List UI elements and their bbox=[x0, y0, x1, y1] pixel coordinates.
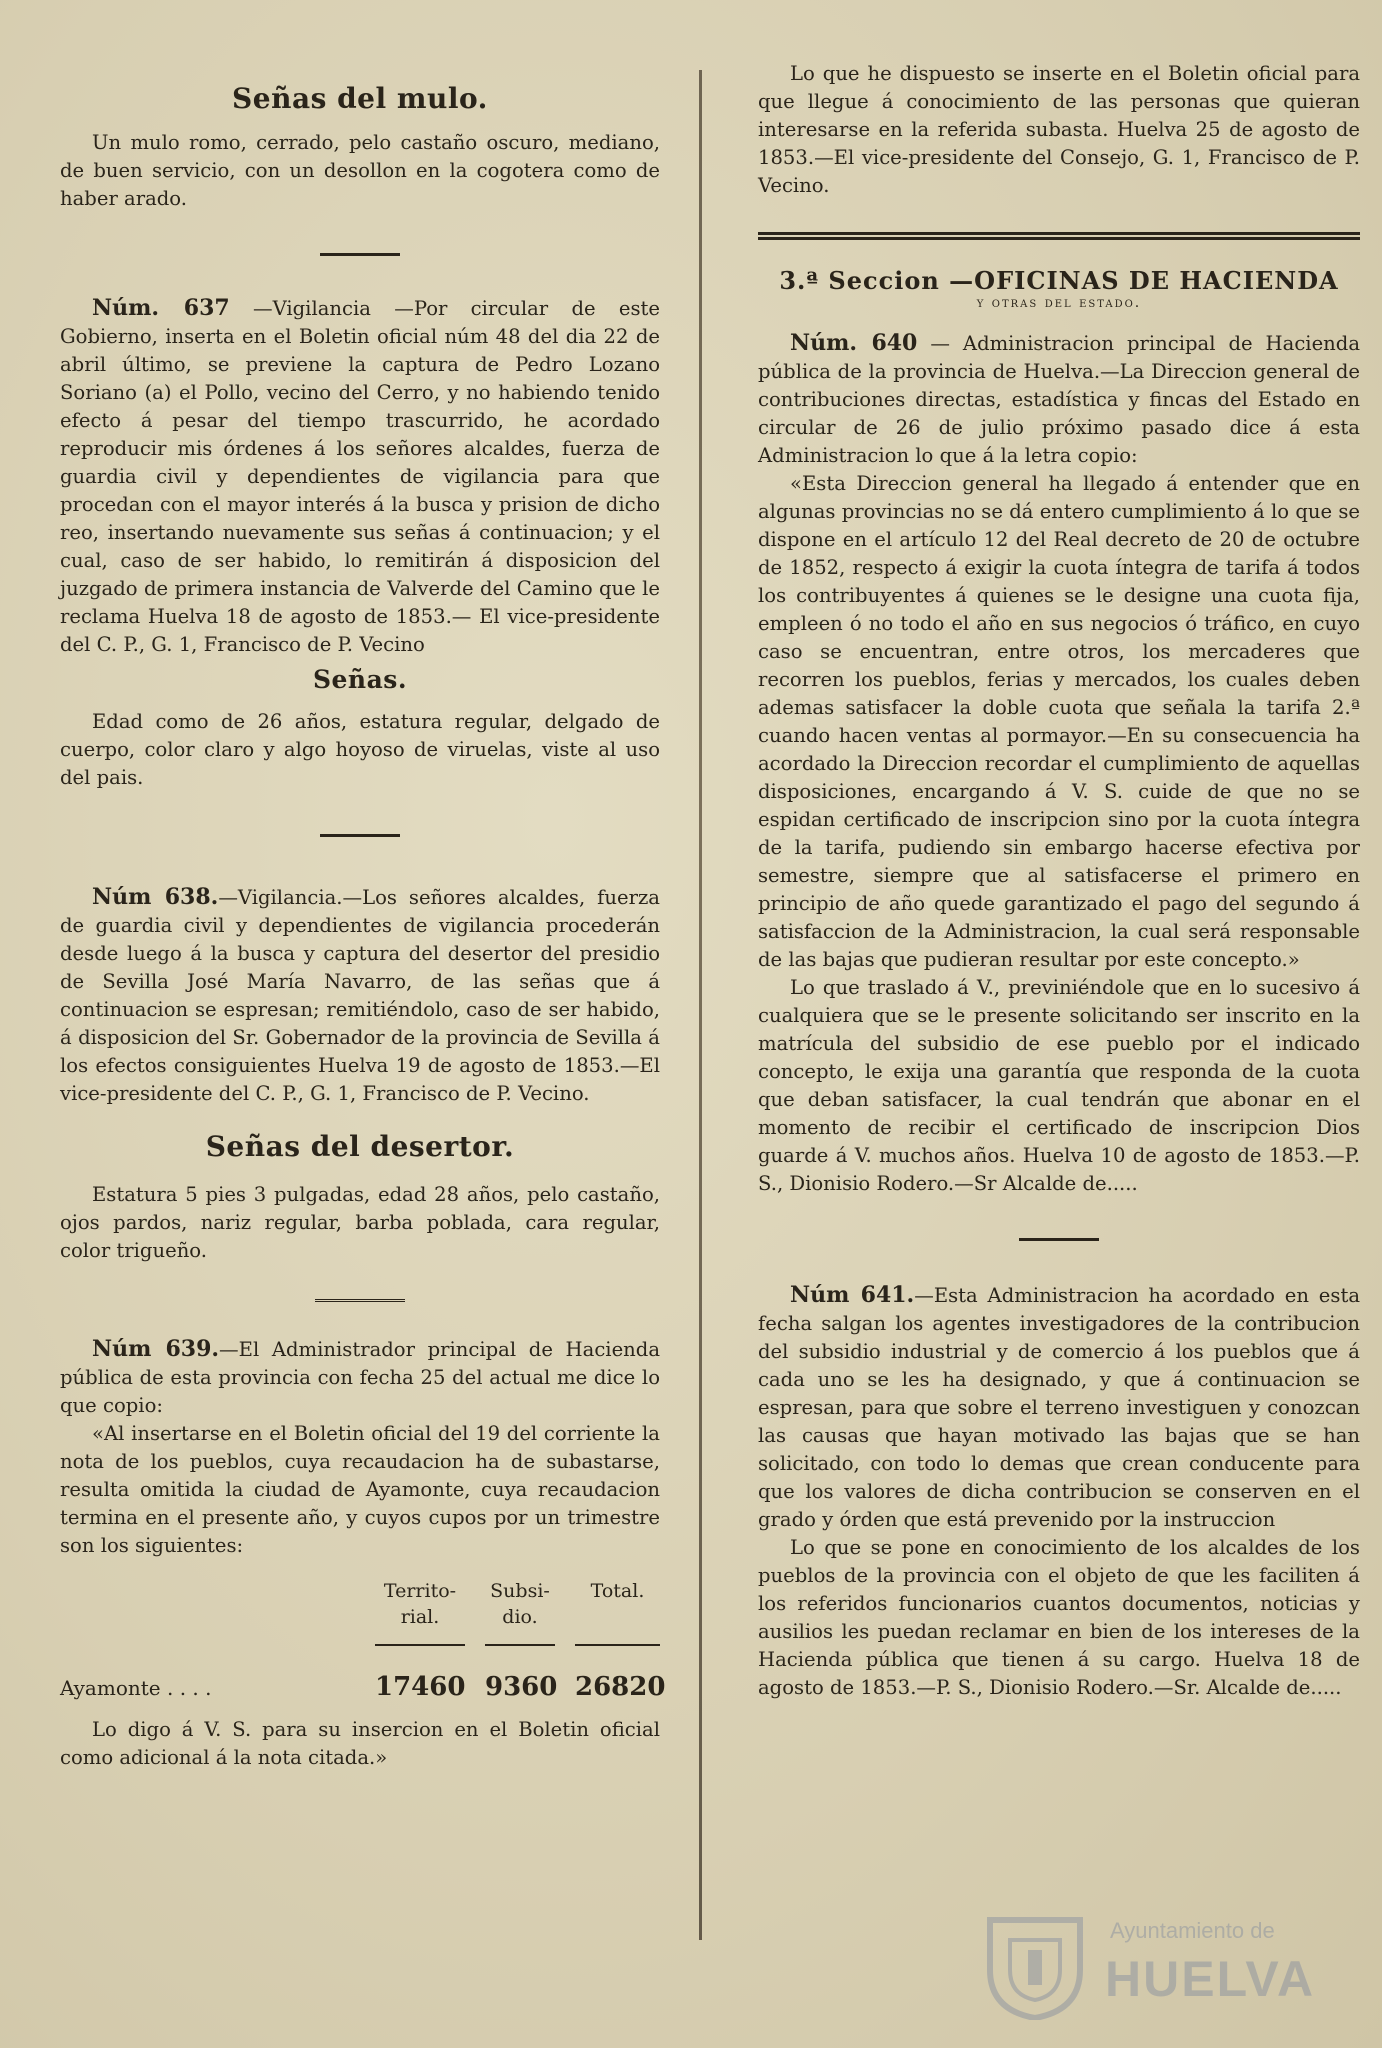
desertor-heading: Señas del desertor. bbox=[205, 1130, 515, 1163]
col-territorial: Territo-rial. bbox=[375, 1578, 465, 1646]
right-column bbox=[758, 60, 1360, 1702]
notice-640 bbox=[758, 329, 1360, 470]
separator bbox=[315, 1299, 405, 1305]
ayuntamiento-watermark bbox=[980, 1900, 1316, 2020]
table-header bbox=[60, 1578, 660, 1646]
col-total: Total. bbox=[575, 1578, 660, 1646]
notice-number: Núm 638. bbox=[92, 884, 219, 910]
notice-640-quote: «Esta Direccion general ha llegado á entender que en algunas provincias no se dá entero cumplimiento á lo que se dispone en el artículo 12 del Real decreto de 20 de octubre de 1852, respecto á exigir la cuota íntegra de tarifa á todos los contribuyentes á quienes se le designe una cuota fija, empleen ó no todo el año en sus negocios ó tráfico, en cuyo caso se encuentran, entre otros, los mercaderes que recorren los pueblos, ferias y mercados, los cuales deben ademas satisfacer la doble cuota que señala la tarifa 2.ª cuando hacen ventas al pormayor.—En su consecuencia ha acordado la Direccion recordar el cumplimiento de aquellas disposiciones, encargando á V. S. cuide de que no se espidan certificado de inscripcion sino por la cuota íntegra de la tarifa, pudiendo sin embargo hacerse efectiva por semestre, siempre que al satisfacerse el primero en principio de año quede garantizado el pago del segundo á satisfaccion de la Administracion, la cual será responsable de las bajas que pudieran resultar por este concepto.» bbox=[758, 472, 1360, 971]
separator bbox=[1019, 1238, 1099, 1241]
cupos-table bbox=[60, 1578, 666, 1702]
desertor-text: Estatura 5 pies 3 pulgadas, edad 28 años, pelo castaño, ojos pardos, nariz regular, barba poblada, cara regular, color trigueño. bbox=[60, 1183, 660, 1262]
notice-641-closing: Lo que se pone en conocimiento de los alcaldes de los pueblos de la provincia con el objeto de que les faciliten á los referidos funcionarios cuantos documentos, noticias y ausilios les puedan reclamar en bien de los intereses de la Hacienda pública que tienen á su cargo. Huelva 18 de agosto de 1853.—P. S., Dionisio Rodero.—Sr. Alcalde de..... bbox=[758, 1536, 1360, 1699]
notice-639 bbox=[60, 1335, 660, 1420]
value-total: 26820 bbox=[575, 1672, 666, 1702]
notice-text: —Vigilancia —Por circular de este Gobierno, inserta en el Boletin oficial núm 48 del dia 22 de abril último, se previene la captura de Pedro Lozano Soriano (a) el Pollo, vecino del Cerro, y no habiendo tenido efecto á pesar del tiempo trascurrido, he acordado reproducir mis órdenes á los señores alcaldes, fuerza de guardia civil y dependientes de vigilancia para que procedan con el mayor interés á la busca y prision de dicho reo, insertando nuevamente sus señas á continuacion; y el cual, caso de ser habido, lo remitirán á disposicion del juzgado de primera instancia de Valverde del Camino que le reclama Huelva 18 de agosto de 1853.— El vice-presidente del C. P., G. 1, Francisco de P. Vecino bbox=[60, 297, 660, 656]
subasta-intro: Lo que he dispuesto se inserte en el Boletin oficial para que llegue á conocimiento de las personas que quieran interesarse en la referida subasta. Huelva 25 de agosto de 1853.—El vice-presidente del Consejo, G. 1, Francisco de P. Vecino. bbox=[758, 62, 1360, 197]
table-row bbox=[60, 1672, 666, 1702]
notice-text: —El Administrador principal de Hacienda pública de esta provincia con fecha 25 del actual me dice lo que copio: bbox=[60, 1338, 661, 1417]
notice-number: Núm 639. bbox=[92, 1336, 220, 1362]
notice-639-closing: Lo digo á V. S. para su insercion en el Boletin oficial como adicional á la nota citada.» bbox=[60, 1718, 660, 1769]
notice-text: — Administracion principal de Hacienda pública de la provincia de Huelva.—La Direccion general de contribuciones directas, estadística y fincas del Estado en circular de 26 de julio próximo pasado dice á esta Administracion lo que á la letra copio: bbox=[758, 332, 1361, 467]
watermark-line1: Ayuntamiento de bbox=[1110, 1918, 1275, 1943]
senas-mulo-heading: Señas del mulo. bbox=[232, 82, 488, 115]
notice-638 bbox=[60, 883, 660, 1108]
senas-text: Edad como de 26 años, estatura regular, delgado de cuerpo, color claro y algo hoyoso de viruelas, viste al uso del pais. bbox=[60, 710, 660, 789]
left-column bbox=[60, 60, 666, 1772]
section-title: 3.ª Seccion —OFICINAS DE HACIENDA bbox=[779, 266, 1339, 295]
notice-639-quote: «Al insertarse en el Boletin oficial del 19 del corriente la nota de los pueblos, cuya recaudacion ha de subastarse, resulta omitida la ciudad de Ayamonte, cuya recaudacion termina en el presente año, y cuyos cupos por un trimestre son los siguientes: bbox=[60, 1422, 660, 1557]
section-rule bbox=[758, 232, 1360, 240]
col-subsidio: Subsi-dio. bbox=[485, 1578, 555, 1646]
notice-number: Núm. 640 bbox=[790, 330, 918, 356]
separator bbox=[320, 253, 400, 256]
column-divider bbox=[699, 70, 702, 1940]
separator bbox=[320, 834, 400, 837]
notice-641 bbox=[758, 1281, 1360, 1534]
notice-text: —Vigilancia.—Los señores alcaldes, fuerza de guardia civil y dependientes de vigilancia procederán desde luego á la busca y captura del desertor del presidio de Sevilla José María Navarro, de las señas que á continuacion se espresan; remitiéndolo, caso de ser habido, á disposicion del Sr. Gobernador de la provincia de Sevilla á los efectos consiguientes Huelva 19 de agosto de 1853.—El vice-presidente del C. P., G. 1, Francisco de P. Vecino. bbox=[60, 886, 660, 1105]
senas-mulo-text: Un mulo romo, cerrado, pelo castaño oscuro, mediano, de buen servicio, con un desollon en la cogotera como de haber arado. bbox=[60, 131, 660, 210]
value-territorial: 17460 bbox=[375, 1672, 466, 1702]
city-seal-icon bbox=[980, 1910, 1090, 2020]
section-subtitle: y otras del estado. bbox=[976, 295, 1142, 311]
row-label: Ayamonte . . . . bbox=[60, 1676, 212, 1700]
notice-number: Núm. 637 bbox=[92, 295, 230, 321]
notice-637 bbox=[60, 294, 660, 659]
senas-heading: Señas. bbox=[312, 665, 408, 694]
watermark-line2: HUELVA bbox=[1105, 1951, 1316, 2007]
notice-640-closing: Lo que traslado á V., previniéndole que en lo sucesivo á cualquiera que se le presente solicitando ser inscrito en la matrícula del subsidio de ese pueblo por el indicado concepto, le exija una garantía que responda de la cuota que deban satisfacer, la cual tendrán que abonar en el momento de recibir el certificado de inscripcion Dios guarde á V. muchos años. Huelva 10 de agosto de 1853.—P. S., Dionisio Rodero.—Sr Alcalde de..... bbox=[758, 976, 1360, 1195]
notice-text: —Esta Administracion ha acordado en esta fecha salgan los agentes investigadores de la contribucion del subsidio industrial y de comercio á los pueblos que á cada uno se les ha designado, y que á continuacion se espresan, para que sobre el terreno investiguen y conozcan las causas que hayan motivado las bajas que se han solicitado, con todo lo demas que crean conducente para que los valores de dicha contribucion se conserven en el grado y órden que está prevenido por la instruccion bbox=[758, 1284, 1360, 1531]
section-heading bbox=[758, 266, 1360, 311]
notice-number: Núm 641. bbox=[790, 1282, 915, 1308]
value-subsidio: 9360 bbox=[485, 1672, 558, 1702]
